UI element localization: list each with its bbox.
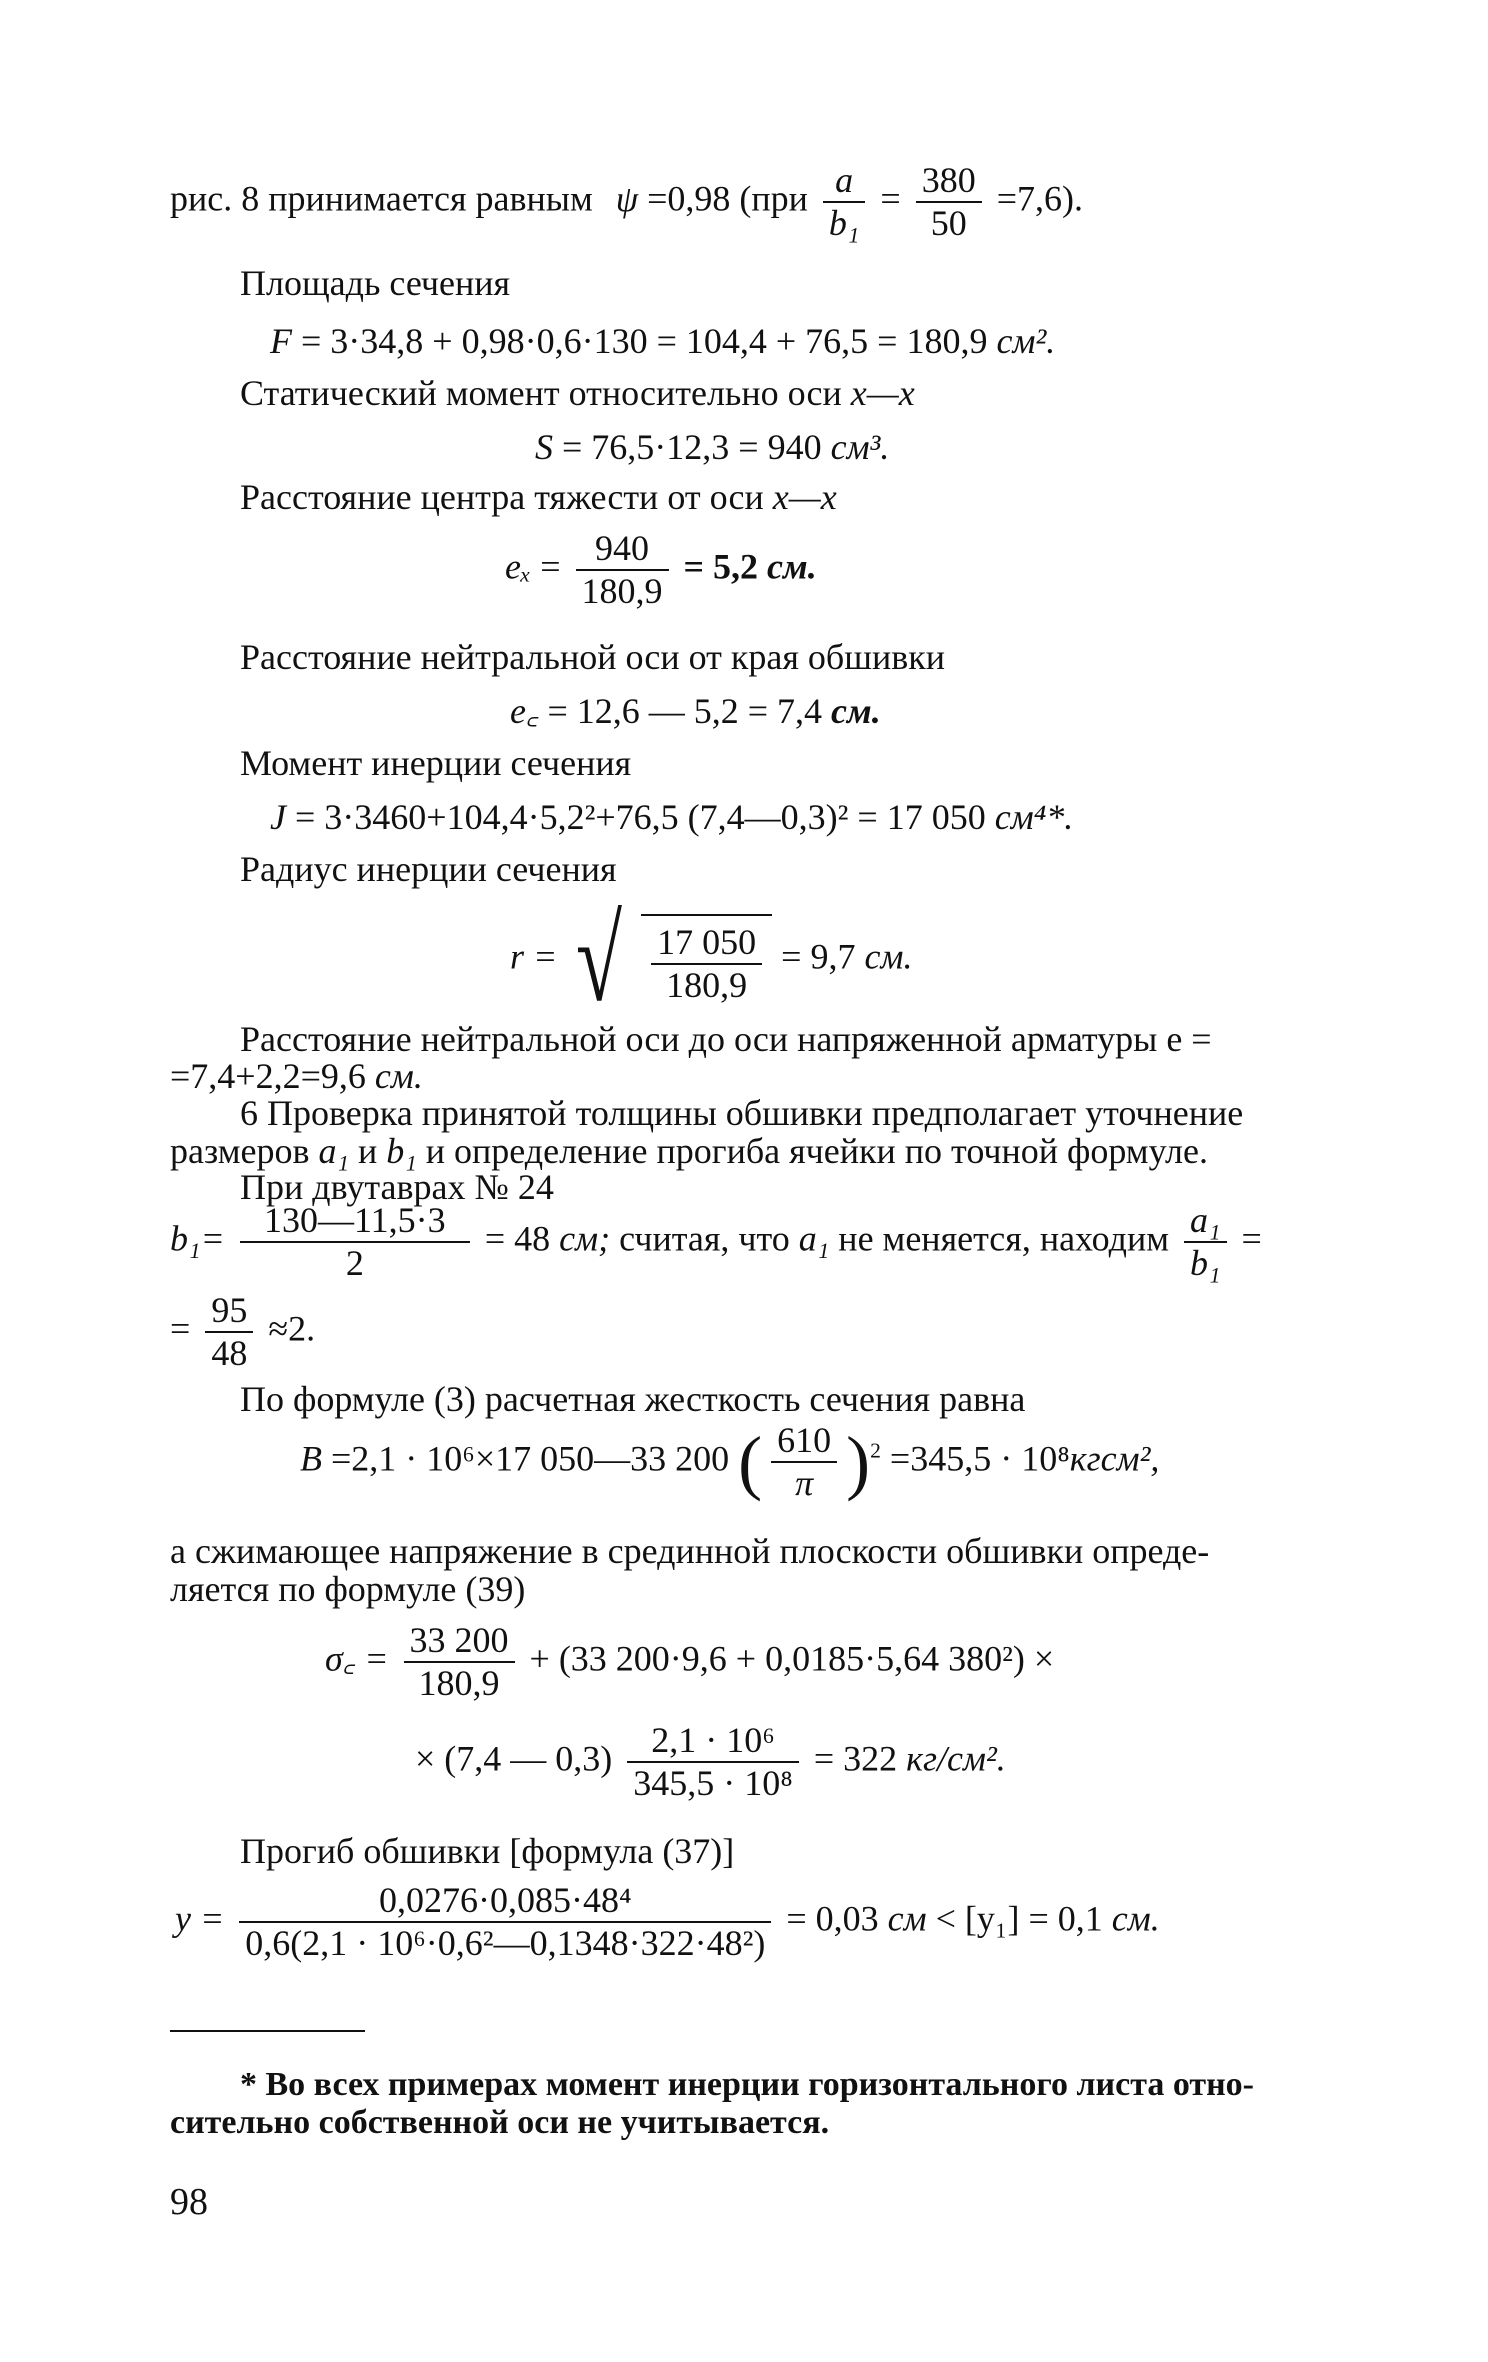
fraction-a-b1 — [823, 160, 866, 245]
unit: см. — [374, 1056, 423, 1096]
fraction-33200 — [404, 1620, 515, 1705]
variable-f: F — [270, 321, 292, 361]
heading-area: Площадь сечения — [240, 263, 511, 303]
equals-sign: = — [540, 546, 561, 587]
fraction-a1-b1 — [1184, 1200, 1227, 1285]
formula-body: × (7,4 — 0,3) — [415, 1738, 613, 1779]
unit: кгсм², — [1069, 1438, 1160, 1479]
fraction-denominator: 180,9 — [581, 571, 663, 612]
unit: см². — [996, 321, 1056, 361]
left-paren: ( — [738, 1422, 763, 1503]
variable-j: J — [270, 797, 286, 837]
formula-b1 — [170, 1200, 1262, 1285]
heading-inertia: Момент инерции сечения — [240, 743, 632, 783]
text-segment: Статический момент относительно оси — [240, 373, 842, 413]
unit: кг/см². — [906, 1738, 1006, 1779]
text-segment: =0,98 (при — [647, 178, 808, 219]
formula-body: = 3·34,8 + 0,98·0,6·130 = 104,4 + 76,5 = 180,9 — [301, 321, 988, 361]
fraction-denominator: π — [795, 1463, 814, 1504]
result: = 9,7 — [781, 936, 856, 977]
variable-y: y = — [175, 1898, 225, 1939]
fraction-denominator: 345,5 · 10⁸ — [633, 1763, 793, 1804]
text-segment: и — [357, 1131, 378, 1171]
formula-radius — [510, 893, 913, 1026]
formula-static-moment — [535, 426, 889, 469]
fraction-denominator: b₁ — [828, 203, 860, 244]
variable-ex: eₓ — [505, 546, 532, 587]
heading-static-moment — [240, 372, 915, 415]
variable-a1: a₁ — [318, 1131, 349, 1171]
right-paren: ) — [846, 1422, 871, 1503]
line-psi-value — [170, 160, 1083, 245]
fraction-numerator: 610 — [771, 1420, 837, 1463]
text-segment: =7,6). — [996, 178, 1084, 219]
paragraph-compression-line1: а сжимающее напряжение в срединной плоскости обшивки опреде- — [170, 1531, 1210, 1571]
fraction-numerator: 95 — [205, 1290, 253, 1333]
heading-radius: Радиус инерции сечения — [240, 849, 617, 889]
text-segment: Расстояние центра тяжести от оси — [240, 477, 764, 517]
paragraph-compression-line2: ляется по формуле (39) — [170, 1569, 526, 1609]
formula-body: = 12,6 — 5,2 = 7,4 — [547, 691, 823, 731]
formula-stiffness — [300, 1420, 1159, 1505]
fraction-b1 — [240, 1200, 470, 1285]
equals-sign: = — [1241, 1218, 1262, 1259]
unit: см. — [767, 546, 817, 587]
psi-symbol: ψ — [615, 178, 639, 219]
text-segment: не меняется, находим — [838, 1218, 1170, 1259]
footnote-divider — [170, 2030, 365, 2032]
unit: см; — [559, 1218, 611, 1259]
variable-s: S — [535, 427, 553, 467]
fraction-numerator: 33 200 — [404, 1620, 515, 1663]
unit: см. — [1111, 1898, 1160, 1939]
result: = 0,03 — [786, 1898, 879, 1939]
fraction-numerator: 380 — [916, 160, 982, 203]
formula-area — [270, 320, 1055, 363]
comparison: < [y₁] = 0,1 — [935, 1898, 1103, 1939]
axis-label: x—x — [772, 477, 837, 517]
formula-ratio — [170, 1290, 315, 1375]
variable-b1: b₁= — [170, 1218, 225, 1259]
variable-b: B — [300, 1438, 322, 1479]
text-segment: рис. 8 принимается равным — [170, 178, 593, 219]
footnote-line2: сительно собственной оси не учитывается. — [170, 2104, 830, 2141]
paragraph-check-line1: 6 Проверка принятой толщины обшивки предполагает уточнение — [240, 1093, 1244, 1133]
radical-sign: √ — [576, 893, 623, 1026]
variable-a1: a₁ — [798, 1218, 830, 1259]
footnote-line1: * Во всех примерах момент инерции горизонтального листа отно- — [240, 2066, 1255, 2103]
fraction-numerator: 2,1 · 10⁶ — [627, 1720, 799, 1763]
text-segment: размеров — [170, 1131, 310, 1171]
fraction-numerator: 17 050 — [651, 922, 762, 965]
formula-sigma-line1 — [325, 1620, 1054, 1705]
page-number: 98 — [170, 2181, 208, 2223]
unit: см. — [864, 936, 913, 977]
text-segment: и определение прогиба ячейки по точной формуле. — [425, 1131, 1208, 1171]
heading-center-gravity — [240, 476, 837, 519]
formula-center-gravity — [505, 528, 817, 613]
fraction-denominator: 180,9 — [666, 965, 748, 1005]
paragraph-i-beams: При двутаврах № 24 — [240, 1167, 554, 1207]
formula-body: + (33 200·9,6 + 0,0185·5,64 380²) × — [529, 1638, 1055, 1679]
formula-sigma-line2 — [415, 1720, 1006, 1805]
result: ≈2. — [268, 1308, 316, 1349]
heading-deflection: Прогиб обшивки [формула (37)] — [240, 1831, 735, 1871]
fraction-95-48 — [205, 1290, 253, 1375]
fraction-denominator: 50 — [930, 203, 967, 244]
formula-body: =2,1 · 10⁶×17 050—33 200 — [331, 1438, 730, 1479]
fraction-380-50 — [916, 160, 982, 245]
fraction-denominator: 0,6(2,1 · 10⁶·0,6²—0,1348·322·48²) — [245, 1923, 766, 1964]
equals-sign: = — [170, 1308, 191, 1349]
result: = 5,2 — [683, 546, 759, 587]
formula-body: =7,4+2,2=9,6 — [170, 1056, 366, 1096]
formula-neutral-axis — [510, 690, 881, 733]
unit: см. — [831, 691, 881, 731]
paragraph-rebar-distance-line1: Расстояние нейтральной оси до оси напряженной арматуры e = — [240, 1019, 1212, 1059]
result: = 322 — [813, 1738, 898, 1779]
unit: см⁴*. — [994, 797, 1074, 837]
heading-neutral-axis: Расстояние нейтральной оси от края обшивки — [240, 637, 945, 677]
fraction-denominator: 180,9 — [418, 1663, 500, 1704]
fraction-17050 — [651, 922, 762, 1007]
heading-stiffness: По формуле (3) расчетная жесткость сечения равна — [240, 1379, 1026, 1419]
formula-deflection — [175, 1880, 1160, 1965]
fraction-numerator: a — [823, 160, 866, 203]
fraction-610-pi — [771, 1420, 837, 1505]
fraction-940 — [576, 528, 669, 613]
fraction-denominator: b₁ — [1190, 1243, 1221, 1284]
fraction-deflection — [239, 1880, 771, 1965]
variable-r: r = — [510, 936, 558, 977]
variable-sigma: σ꜀ = — [325, 1638, 389, 1679]
square-root — [566, 893, 772, 1026]
axis-label: x—x — [850, 373, 915, 413]
fraction-numerator: 0,0276·0,085·48⁴ — [239, 1880, 771, 1923]
equals-sign: = — [880, 178, 901, 219]
fraction-numerator: 940 — [576, 528, 669, 571]
formula-inertia — [270, 796, 1073, 839]
result: =345,5 · 10⁸ — [889, 1438, 1070, 1479]
fraction-numerator: a₁ — [1184, 1200, 1227, 1243]
fraction-numerator: 130—11,5·3 — [240, 1200, 470, 1243]
result: = 48 — [484, 1218, 551, 1259]
fraction-denominator: 2 — [345, 1243, 364, 1284]
text-segment: считая, что — [619, 1218, 790, 1259]
fraction-stiffness-ratio — [627, 1720, 799, 1805]
unit: см — [887, 1898, 927, 1939]
radicand — [641, 914, 772, 1007]
formula-body: = 3·3460+104,4·5,2²+76,5 (7,4—0,3)² = 17 050 — [294, 797, 986, 837]
exponent: 2 — [870, 1438, 881, 1463]
variable-ec: e꜀ — [510, 691, 539, 731]
variable-b1: b₁ — [386, 1131, 417, 1171]
unit: см³. — [830, 427, 890, 467]
formula-body: = 76,5·12,3 = 940 — [562, 427, 822, 467]
fraction-denominator: 48 — [211, 1333, 248, 1374]
